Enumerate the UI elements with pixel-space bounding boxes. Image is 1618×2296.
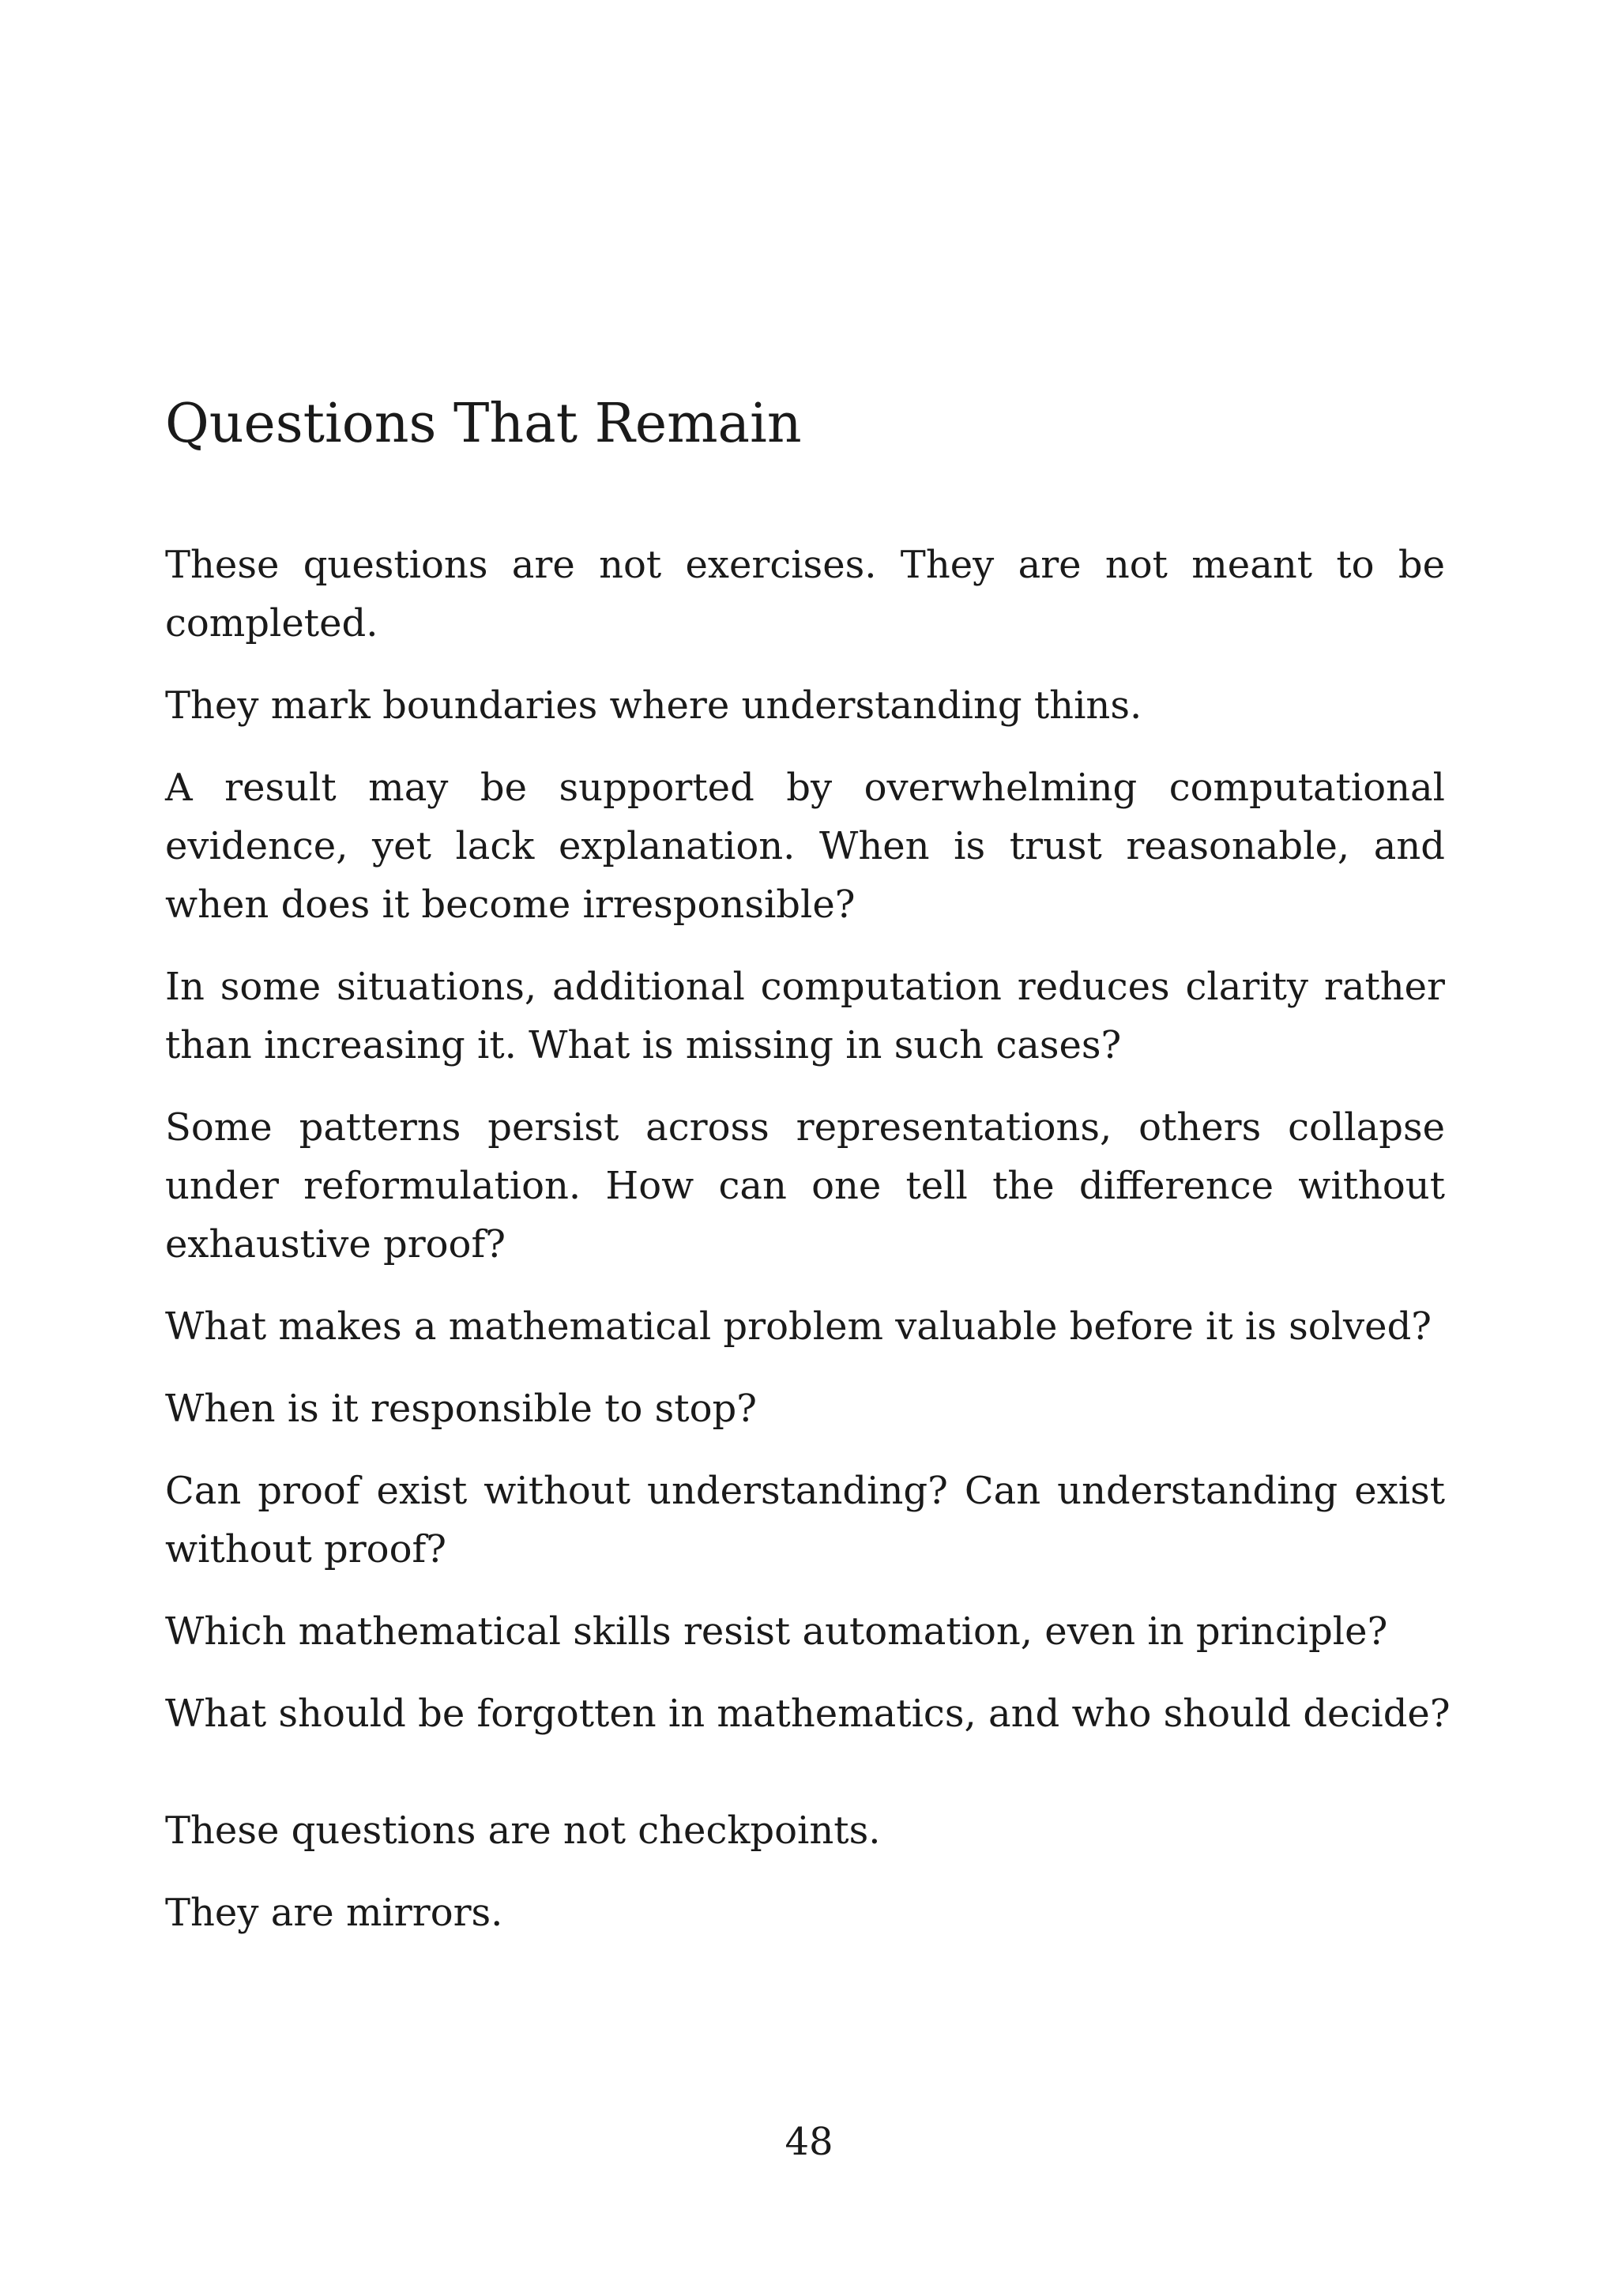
section-heading: Questions That Remain [165, 393, 802, 455]
paragraph-clarity: In some situations, additional computation reduces clarity rather than increasing it. What is missing in such cases? [165, 965, 1445, 1067]
paragraph-stop: When is it responsible to stop? [165, 1387, 757, 1431]
paragraph-automation: Which mathematical skills resist automation, even in principle? [165, 1609, 1388, 1654]
paragraph-patterns: Some patterns persist across representations, others collapse under reformulation. How can one tell the difference without exhaustive proof? [165, 1105, 1445, 1267]
paragraph-forgotten: What should be forgotten in mathematics, and who should decide? [165, 1692, 1451, 1736]
paragraph-proof-understanding: Can proof exist without understanding? Can understanding exist without proof? [165, 1469, 1445, 1571]
closing-checkpoints: These questions are not checkpoints. [165, 1809, 881, 1853]
page-number: 48 [785, 2120, 833, 2164]
paragraph-intro: These questions are not exercises. They are not meant to be completed. [165, 543, 1445, 646]
paragraph-valuable: What makes a mathematical problem valuable before it is solved? [165, 1304, 1432, 1349]
closing-mirrors: They are mirrors. [165, 1891, 503, 1935]
body-text [165, 536, 1451, 1966]
paragraph-trust: A result may be supported by overwhelming computational evidence, yet lack explanation. When is trust reasonable, and when does it become irresponsible? [165, 766, 1445, 927]
paragraph-boundaries: They mark boundaries where understanding thins. [165, 683, 1142, 728]
